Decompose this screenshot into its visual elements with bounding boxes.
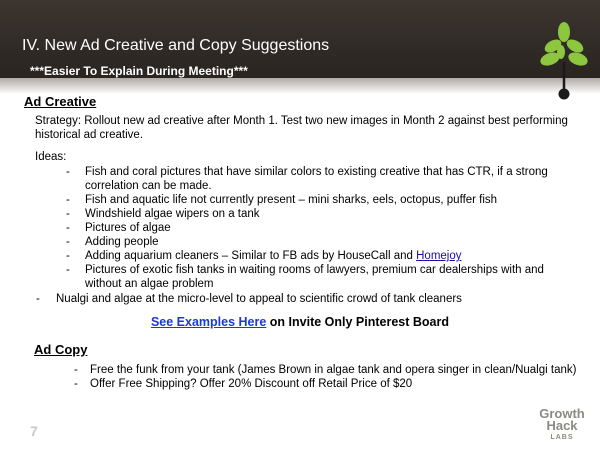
brand-logo	[532, 408, 592, 444]
page-number: 7	[30, 423, 38, 439]
ad-creative-heading: Ad Creative	[24, 94, 97, 109]
idea-item: Windshield algae wipers on a tank	[85, 208, 260, 220]
examples-callout-text: on Invite Only Pinterest Board	[266, 315, 450, 329]
bullet-dash: -	[66, 222, 70, 234]
slide-subtitle: ***Easier To Explain During Meeting***	[30, 64, 248, 78]
see-examples-link[interactable]: See Examples Here	[150, 315, 267, 329]
idea-item-cont: correlation can be made.	[85, 180, 212, 192]
brand-line-1: Growth	[539, 406, 585, 421]
idea-item-text: Adding aquarium cleaners – Similar to FB ads by HouseCall and	[85, 250, 417, 262]
bullet-dash: -	[66, 250, 70, 262]
bullet-dash: -	[66, 208, 70, 220]
bullet-dash: -	[66, 236, 70, 248]
homejoy-link[interactable]: Homejoy	[416, 250, 462, 262]
bullet-dash: -	[74, 378, 78, 390]
bullet-dash: -	[66, 166, 70, 178]
idea-item: Pictures of algae	[85, 222, 171, 234]
ideas-label: Ideas:	[35, 151, 67, 163]
idea-item: Fish and coral pictures that have similar colors to existing creative that has CTR, if a strong	[85, 166, 548, 178]
slide-title: IV. New Ad Creative and Copy Suggestions	[22, 37, 330, 54]
idea-item	[85, 249, 462, 263]
brand-line-3: LABS	[550, 434, 574, 441]
outer-bullet: Nualgi and algae at the micro-level to appeal to scientific crowd of tank cleaners	[56, 293, 462, 305]
bullet-dash: -	[36, 293, 40, 305]
brand-line-2: Hack	[546, 418, 578, 433]
strategy-line-2: historical ad creative.	[35, 129, 144, 141]
idea-item: Adding people	[85, 236, 159, 248]
bullet-dash: -	[74, 364, 78, 376]
idea-item: Fish and aquatic life not currently present – mini sharks, eels, octopus, puffer fish	[85, 194, 498, 206]
ad-copy-heading: Ad Copy	[34, 342, 88, 357]
examples-callout	[0, 315, 600, 329]
strategy-line-1: Strategy: Rollout new ad creative after Month 1. Test two new images in Month 2 against best performing	[35, 115, 568, 127]
bullet-dash: -	[66, 264, 70, 276]
ad-copy-item: Offer Free Shipping? Offer 20% Discount off Retail Price of $20	[90, 378, 413, 390]
bullet-dash: -	[66, 194, 70, 206]
idea-item-cont: without an algae problem	[85, 278, 214, 290]
idea-item: Pictures of exotic fish tanks in waiting rooms of lawyers, premium car dealerships with and	[85, 264, 544, 276]
ad-copy-item: Free the funk from your tank (James Brown in algae tank and opera singer in clean/Nualgi tank)	[90, 364, 577, 376]
